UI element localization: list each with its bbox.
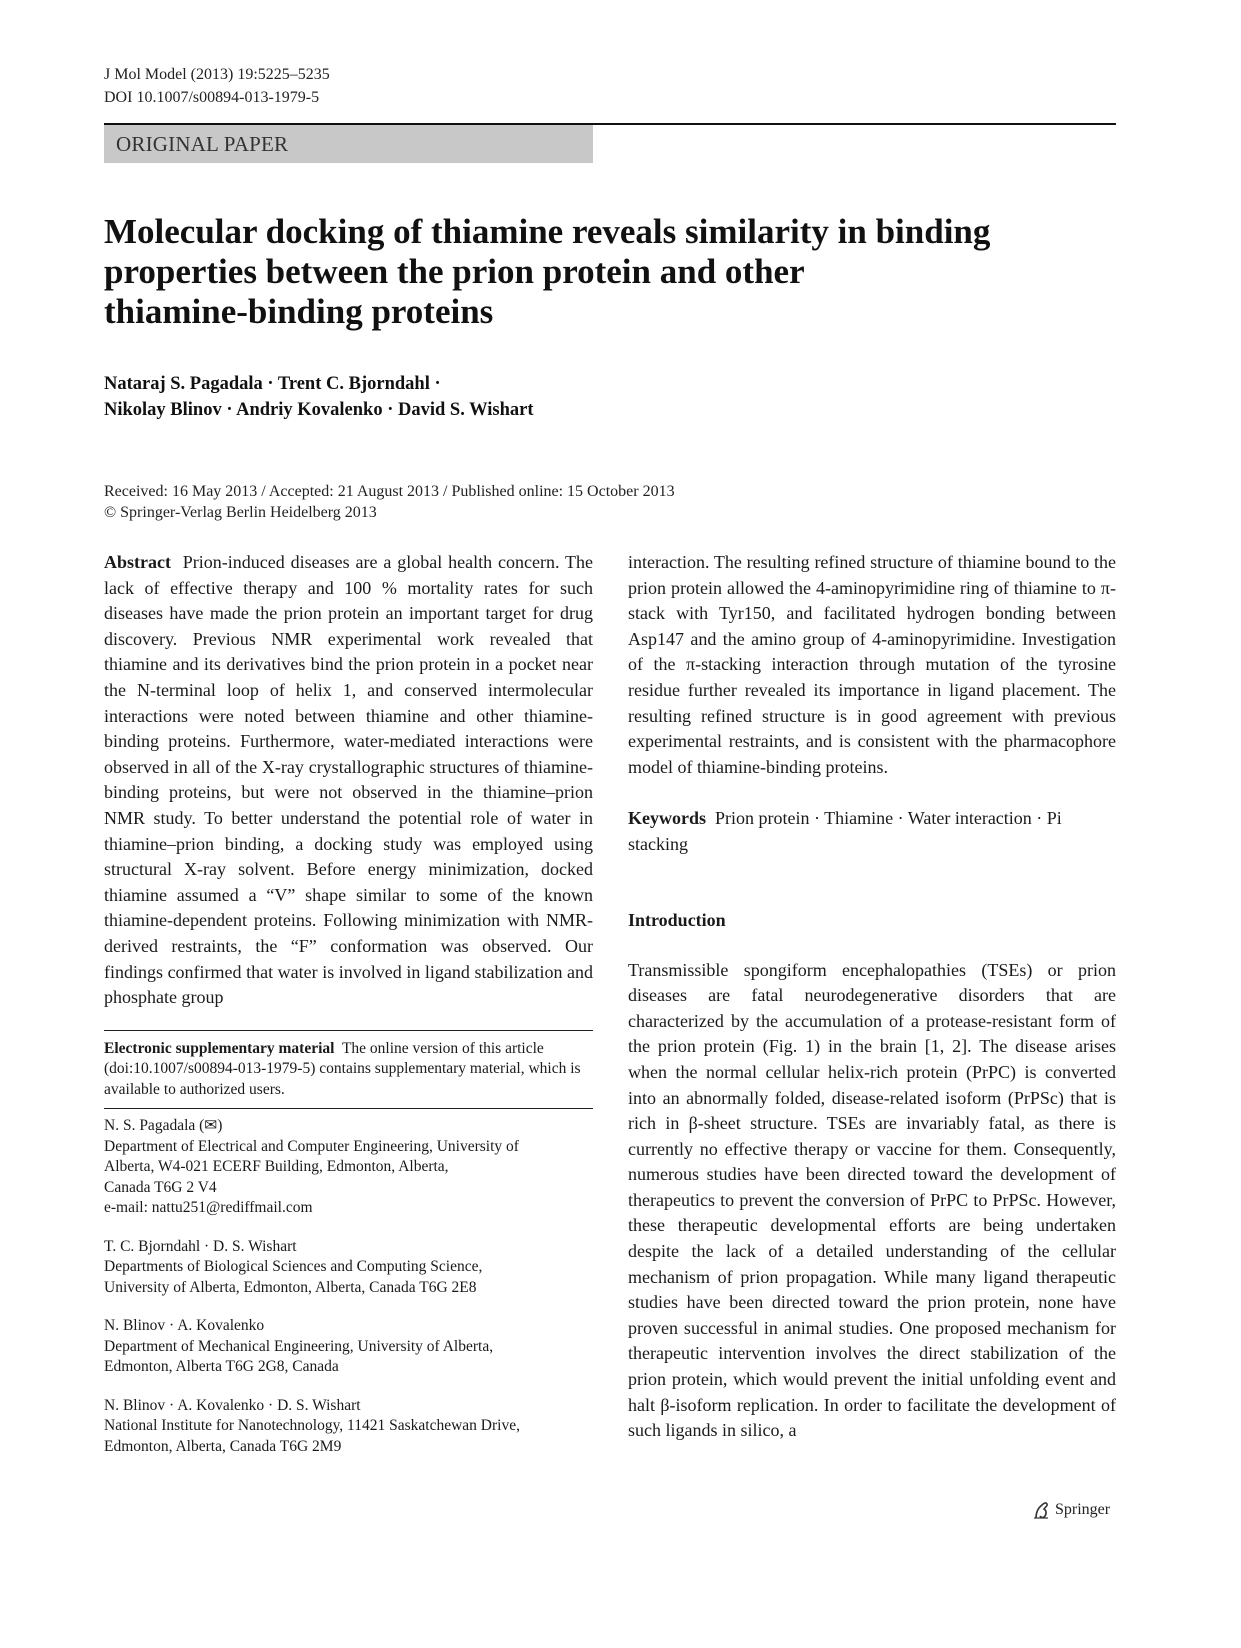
publication-dates bbox=[104, 481, 675, 523]
affiliations-rule bbox=[104, 1108, 593, 1109]
keywords-block bbox=[628, 806, 1116, 857]
publisher-name: Springer bbox=[1055, 1501, 1111, 1518]
authors-line-2: Nikolay Blinov · Andriy Kovalenko · David S. Wishart bbox=[104, 400, 534, 420]
affiliation-1-line-4: Canada T6G 2 V4 bbox=[104, 1178, 217, 1196]
affiliation-4-line-1: N. Blinov · A. Kovalenko · D. S. Wishart bbox=[104, 1396, 361, 1414]
affiliation-block-2 bbox=[104, 1237, 593, 1299]
supplementary-text: The online version of this article (doi:10.1007/s00894-013-1979-5) contains supplementary material, which is available to authorized users. bbox=[104, 1039, 581, 1098]
abstract-left bbox=[104, 550, 593, 1011]
affiliation-block-4 bbox=[104, 1396, 593, 1458]
affiliation-4-line-3: Edmonton, Alberta, Canada T6G 2M9 bbox=[104, 1437, 342, 1455]
affiliation-3-line-3: Edmonton, Alberta T6G 2G8, Canada bbox=[104, 1358, 339, 1376]
footnote-rule bbox=[104, 1030, 593, 1031]
abstract-label: Abstract bbox=[104, 552, 171, 572]
keywords-text: Prion protein · Thiamine · Water interaction · Pi stacking bbox=[628, 808, 1062, 854]
author-list bbox=[104, 371, 534, 423]
affiliation-2-line-3: University of Alberta, Edmonton, Alberta, Canada T6G 2E8 bbox=[104, 1278, 477, 1296]
left-column bbox=[104, 550, 593, 1457]
affiliation-3-line-1: N. Blinov · A. Kovalenko bbox=[104, 1317, 265, 1335]
journal-citation: J Mol Model (2013) 19:5225–5235 bbox=[104, 66, 330, 83]
affiliation-2-line-1: T. C. Bjorndahl · D. S. Wishart bbox=[104, 1237, 297, 1255]
affiliation-block-1 bbox=[104, 1116, 593, 1219]
keywords-label: Keywords bbox=[628, 808, 706, 829]
affiliation-1-email[interactable]: e-mail: nattu251@rediffmail.com bbox=[104, 1199, 313, 1217]
affiliation-1-line-2: Department of Electrical and Computer Engineering, University of bbox=[104, 1137, 519, 1155]
paper-title bbox=[104, 212, 1064, 332]
copyright-line: © Springer-Verlag Berlin Heidelberg 2013 bbox=[104, 504, 377, 521]
title-line-2: properties between the prion protein and other bbox=[104, 252, 805, 291]
affiliation-2-line-2: Departments of Biological Sciences and Computing Science, bbox=[104, 1258, 483, 1276]
doi-line: DOI 10.1007/s00894-013-1979-5 bbox=[104, 89, 320, 106]
section-label: ORIGINAL PAPER bbox=[104, 125, 593, 163]
title-line-1: Molecular docking of thiamine reveals similarity in binding bbox=[104, 212, 991, 251]
affiliation-4-line-2: National Institute for Nanotechnology, 11421 Saskatchewan Drive, bbox=[104, 1417, 520, 1435]
title-line-3: thiamine-binding proteins bbox=[104, 292, 494, 331]
abstract-text-left: Prion-induced diseases are a global health concern. The lack of effective therapy and 100 % mortality rates for such diseases have made the prion protein an important target for drug discovery. Previous NMR experimental work revealed that thiamine and its derivatives bind the prion protein in a pocket near the N-terminal loop of helix 1, and conserved intermolecular interactions were noted between thiamine and other thiamine-binding proteins. Furthermore, water-mediated interactions were observed in all of the X-ray crystallographic structures of thiamine-binding proteins, but were not observed in the thiamine–prion NMR study. To better understand the potential role of water in thiamine–prion binding, a docking study was employed using structural X-ray solvent. Before energy minimization, docked thiamine assumed a “V” shape similar to some of the known thiamine-dependent proteins. Following minimization with NMR-derived restraints, the “F” conformation was observed. Our findings confirmed that water is involved in ligand stabilization and phosphate group bbox=[104, 552, 593, 1008]
affiliation-block-3 bbox=[104, 1316, 593, 1378]
authors-line-1: Nataraj S. Pagadala · Trent C. Bjorndahl · bbox=[104, 374, 441, 394]
supplementary-note bbox=[104, 1039, 593, 1101]
introduction-heading: Introduction bbox=[628, 909, 726, 930]
introduction-text: Transmissible spongiform encephalopathies (TSEs) or prion diseases are fatal neurodegenerative disorders that are characterized by the accumulation of a protease-resistant form of the prion protein (Fig. 1) in the brain [1, 2]. The disease arises when the normal cellular helix-rich protein (PrPC) is converted into an abnormally folded, disease-related isoform (PrPSc) that is rich in β-sheet structure. TSEs are invariably fatal, as there is currently no effective therapy or vaccine for them. Consequently, numerous studies have been directed toward the development of therapeutics to prevent the conversion of PrPC to PrPSc. However, these therapeutic developmental efforts are being undertaken despite the lack of a detailed understanding of the cellular mechanism of prion propagation. While many ligand therapeutic studies have been directed toward the prion protein, none have proven successful in animal studies. One proposed mechanism for therapeutic intervention involves the direct stabilization of the prion protein, which would prevent the initial unfolding event and halt β-isoform replication. In order to facilitate the development of such ligands in silico, a bbox=[628, 959, 1116, 1441]
abstract-right: interaction. The resulting refined structure of thiamine bound to the prion protein allowed the 4-aminopyrimidine ring of thiamine to π-stack with Tyr150, and facilitated hydrogen bonding between Asp147 and the amino group of 4-aminopyrimidine. Investigation of the π-stacking interaction through mutation of the tyrosine residue further revealed its importance in ligand placement. The resulting refined structure is in good agreement with previous experimental restraints, and is consistent with the pharmacophore model of thiamine-binding proteins. bbox=[628, 552, 1116, 777]
springer-horse-icon bbox=[1032, 1500, 1050, 1520]
affiliation-1-line-3: Alberta, W4-021 ECERF Building, Edmonton, Alberta, bbox=[104, 1158, 449, 1176]
affiliation-3-line-2: Department of Mechanical Engineering, University of Alberta, bbox=[104, 1337, 494, 1355]
springer-logo bbox=[1032, 1500, 1110, 1520]
right-column bbox=[628, 550, 1116, 1444]
dates-line: Received: 16 May 2013 / Accepted: 21 August 2013 / Published online: 15 October 2013 bbox=[104, 483, 675, 500]
affiliation-1-line-1: N. S. Pagadala (✉) bbox=[104, 1117, 223, 1135]
supplementary-label: Electronic supplementary material bbox=[104, 1039, 335, 1057]
